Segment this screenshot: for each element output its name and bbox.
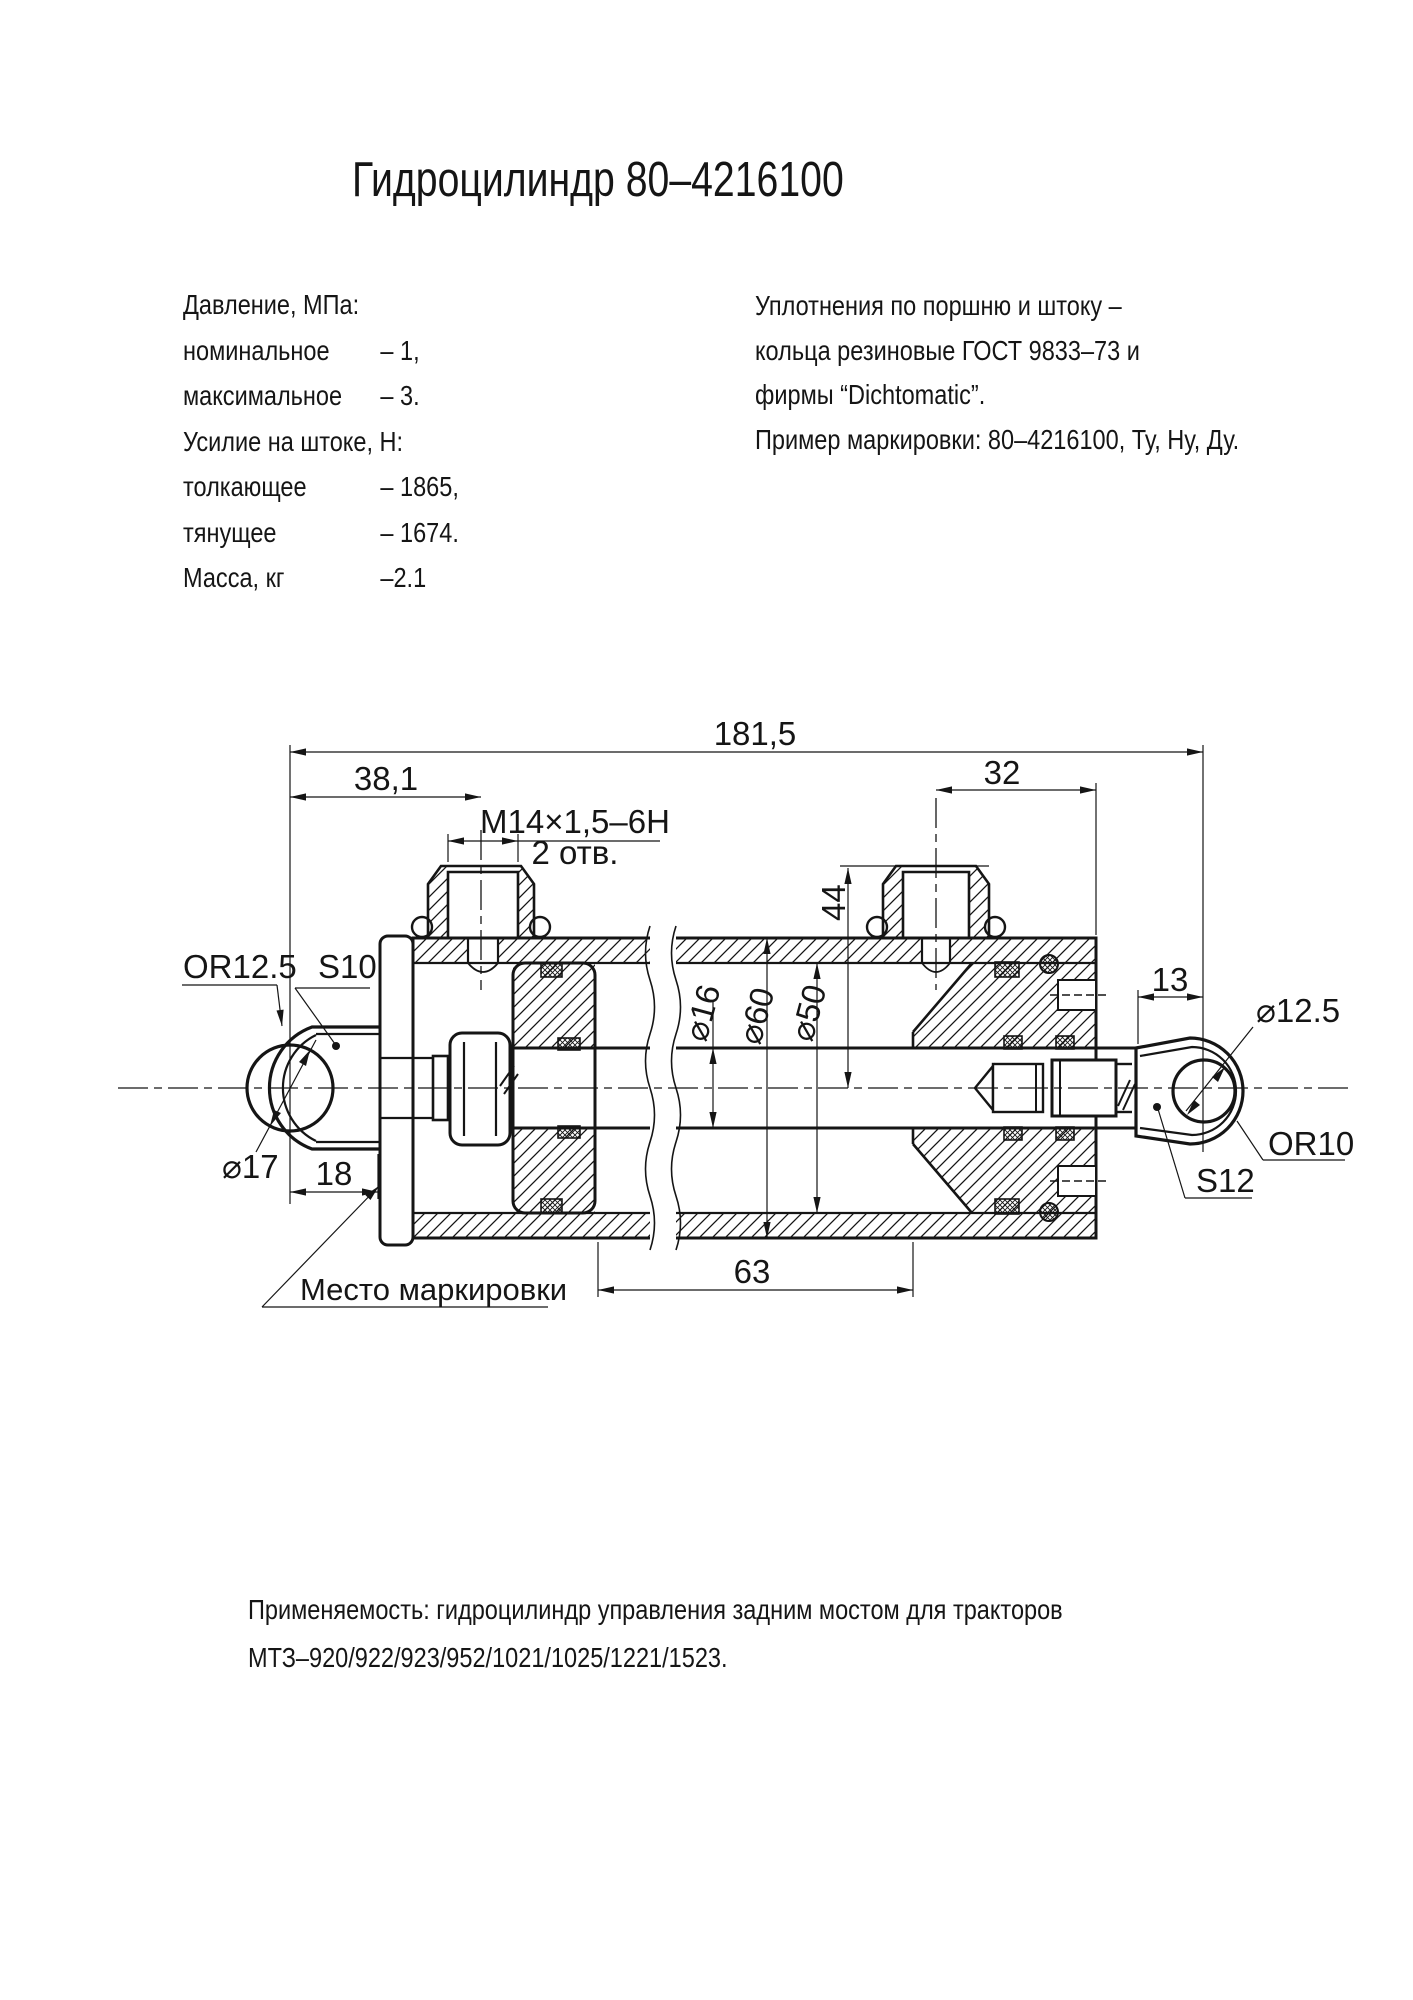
- label-left-oring: OR12.5: [183, 948, 297, 985]
- spec-value: – 1,: [380, 334, 420, 366]
- seal-note-line: кольца резиновые ГОСТ 9833–73 и: [755, 334, 1140, 366]
- application-line: МТЗ–920/922/923/952/1021/1025/1221/1523.: [248, 1642, 728, 1673]
- spec-label: Усилие на штоке, Н:: [183, 425, 404, 457]
- label-right-wrench: S12: [1196, 1162, 1255, 1199]
- dim-rod-dia: ⌀16: [677, 980, 728, 1045]
- marking-place-label: Место маркировки: [300, 1272, 568, 1307]
- spec-value: – 1865,: [380, 471, 459, 502]
- spec-label: толкающее: [183, 471, 307, 502]
- dim-right-eye-hole: ⌀12.5: [1256, 992, 1341, 1029]
- spec-label: тянущее: [183, 516, 277, 548]
- dim-total-length: 181,5: [713, 715, 797, 752]
- dim-right-eye-width: 13: [1151, 961, 1189, 998]
- dim-port-to-end: 32: [983, 754, 1021, 791]
- dim-stroke: 63: [733, 1253, 771, 1290]
- dim-thread-qty: 2 отв.: [531, 834, 619, 871]
- spec-label: максимальное: [183, 380, 343, 411]
- seal-note-line: Уплотнения по поршню и штоку –: [755, 290, 1122, 321]
- spec-value: –2.1: [380, 562, 427, 593]
- dim-left-eye-hole: ⌀17: [222, 1148, 279, 1185]
- dim-outer-dia: ⌀60: [731, 983, 782, 1048]
- spec-value: – 1674.: [380, 516, 459, 548]
- dim-bore-dia: ⌀50: [783, 980, 834, 1045]
- dim-thread: M14×1,5–6H: [480, 803, 670, 840]
- label-left-wrench: S10: [318, 948, 377, 985]
- application-line: Применяемость: гидроцилиндр управления задним мостом для тракторов: [248, 1594, 1063, 1625]
- page-title: Гидроцилиндр 80–4216100: [352, 153, 844, 207]
- dim-port-height: 44: [815, 884, 852, 921]
- dim-eye-offset: 18: [315, 1155, 353, 1192]
- seal-note-line: Пример маркировки: 80–4216100, Ту, Ну, Ду.: [755, 423, 1240, 455]
- spec-label: номинальное: [183, 334, 330, 366]
- weld-bumps: [412, 917, 1005, 937]
- body-outlines: [247, 866, 1243, 1245]
- label-right-oring: OR10: [1268, 1125, 1355, 1162]
- spec-value: – 3.: [380, 380, 420, 411]
- dim-eye-to-port: 38,1: [353, 760, 419, 797]
- spec-label: Давление, МПа:: [183, 289, 360, 320]
- application-note: [248, 1586, 1172, 1682]
- spec-label: Масса, кг: [183, 562, 285, 593]
- seal-note-line: фирмы “Dichtomatic”.: [755, 379, 986, 410]
